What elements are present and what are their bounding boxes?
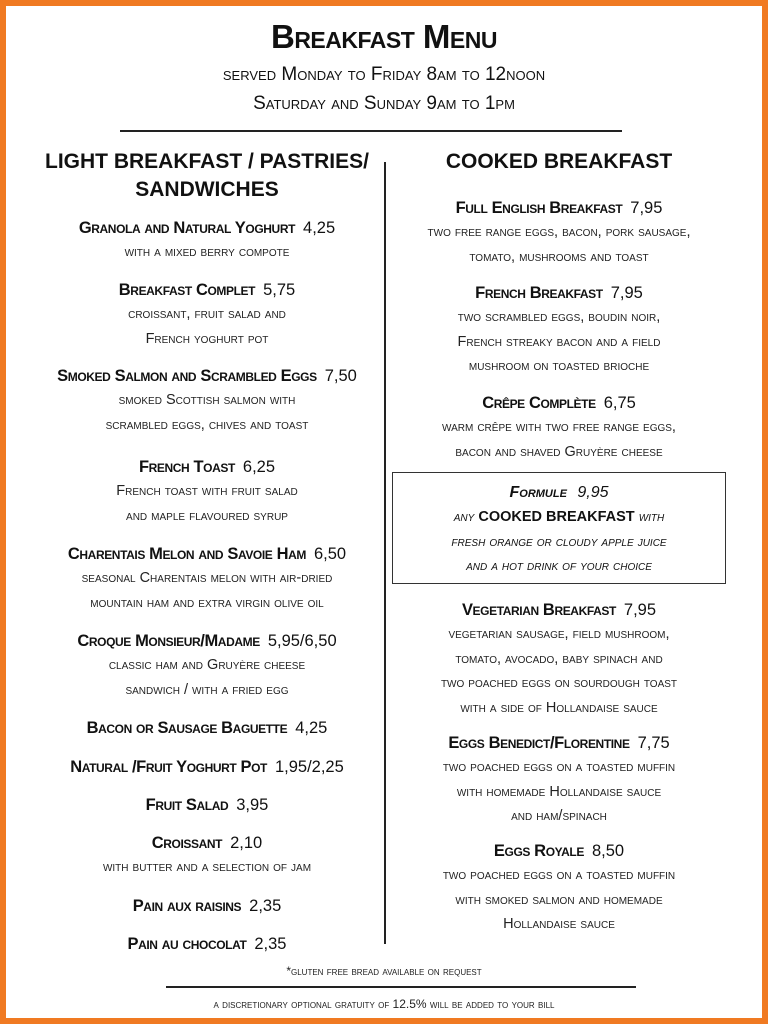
- menu-item-french-breakfast: French Breakfast 7,95 two scrambled eggs, boudin noir, French streaky bacon and a field mushroom on toasted brioche: [457, 284, 661, 374]
- menu-item-crepe-complete: Crêpe Complète 6,75 warm crêpe with two free range eggs, bacon and shaved Gruyère cheese: [442, 394, 676, 460]
- gratuity-note: a discretionary optional gratuity of 12.5% will be added to your bill: [213, 997, 555, 1011]
- light-breakfast-heading: LIGHT BREAKFAST / PASTRIES/ SANDWICHES: [45, 150, 369, 201]
- hours-weekend: Saturday and Sunday 9am to 1pm: [253, 93, 515, 114]
- formule-box: [392, 472, 726, 584]
- menu-item-pain-au-chocolat: Pain au chocolat 2,35: [127, 935, 287, 953]
- gluten-free-note: *gluten free bread available on request: [286, 964, 482, 978]
- menu-item-fruit-salad: Fruit Salad 3,95: [145, 796, 269, 814]
- menu-item-croissant: Croissant 2,10 with butter and a selection of jam: [102, 834, 312, 875]
- formule-line-1: any COOKED BREAKFAST with: [453, 509, 665, 525]
- menu-item-baguette: Bacon or Sausage Baguette 4,25: [86, 719, 328, 737]
- menu-item-breakfast-complet: Breakfast Complet 5,75 croissant, fruit salad and French yoghurt pot: [118, 281, 296, 347]
- menu-item-yoghurt-pot: Natural /Fruit Yoghurt Pot 1,95/2,25: [70, 758, 344, 776]
- menu-item-granola: Granola and Natural Yoghurt 4,25 with a mixed berry compote: [78, 219, 336, 260]
- menu-item-smoked-salmon: Smoked Salmon and Scrambled Eggs 7,50 smoked Scottish salmon with scrambled eggs, chives and toast: [57, 367, 357, 433]
- footer-divider: [166, 986, 636, 988]
- menu-item-croque: Croque Monsieur/Madame 5,95/6,50 classic ham and Gruyère cheese sandwich / with a fried egg: [77, 632, 337, 698]
- column-divider: [384, 162, 386, 944]
- header-divider: [120, 130, 622, 132]
- menu-item-eggs-benedict: Eggs Benedict/Florentine 7,75 two poached eggs on a toasted muffin with homemade Hollandaise sauce and ham/spinach: [442, 734, 676, 824]
- menu-title: Breakfast Menu: [270, 18, 497, 55]
- menu-item-full-english: Full English Breakfast 7,95 two free range eggs, bacon, pork sausage, tomato, mushrooms and toast: [427, 199, 691, 265]
- formule-line-3: and a hot drink of your choice: [466, 558, 652, 574]
- formule-line-2: fresh orange or cloudy apple juice: [451, 533, 667, 550]
- hours-weekday: served Monday to Friday 8am to 12noon: [222, 64, 546, 85]
- menu-item-eggs-royale: Eggs Royale 8,50 two poached eggs on a toasted muffin with smoked salmon and homemade Hollandaise sauce: [442, 842, 676, 932]
- menu-item-french-toast: French Toast 6,25 French toast with fruit salad and maple flavoured syrup: [116, 458, 298, 524]
- menu-item-charentais-melon: Charentais Melon and Savoie Ham 6,50 seasonal Charentais melon with air-dried mountain ham and extra virgin olive oil: [67, 545, 347, 611]
- formule-title: Formule 9,95: [509, 484, 609, 501]
- menu-item-pain-aux-raisins: Pain aux raisins 2,35: [132, 897, 282, 915]
- menu-item-vegetarian: Vegetarian Breakfast 7,95 vegetarian sausage, field mushroom, tomato, avocado, baby spinach and two poached eggs on sourdough toast with a side of Hollandaise sauce: [440, 601, 678, 716]
- cooked-breakfast-heading: COOKED BREAKFAST: [445, 150, 673, 173]
